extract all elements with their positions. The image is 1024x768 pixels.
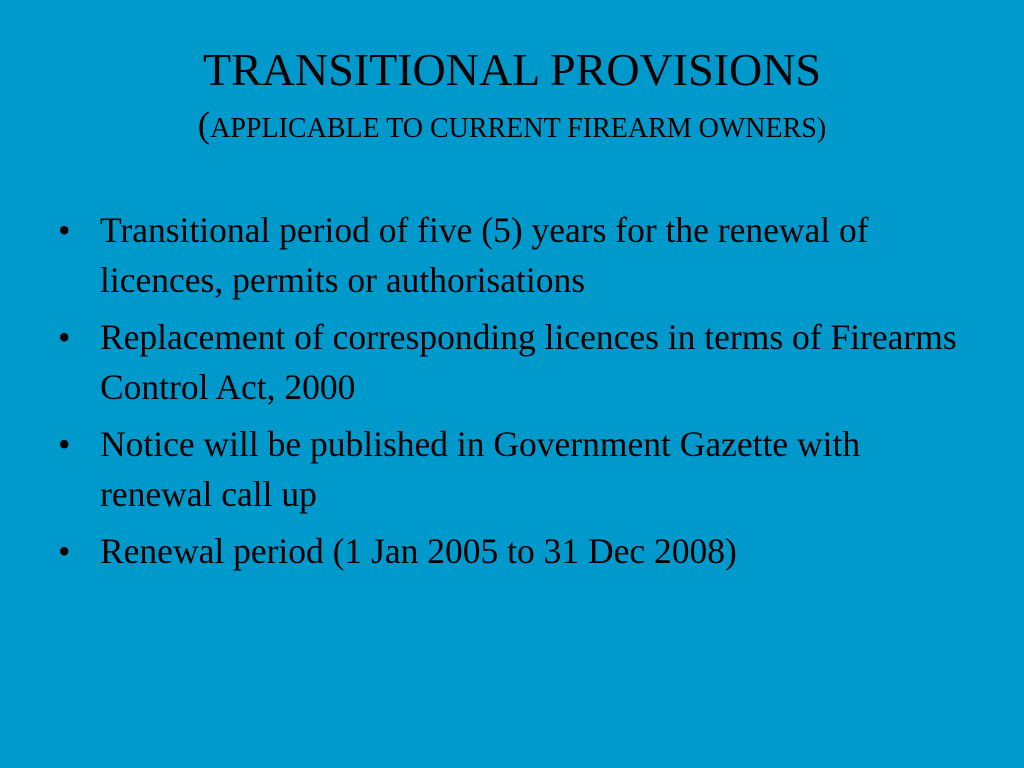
bullet-text: Transitional period of five (5) years for the renewal of licences, permits or authorisations <box>100 210 869 300</box>
bullet-text: Replacement of corresponding licences in terms of Firearms Control Act, 2000 <box>100 317 957 407</box>
bullet-item <box>58 526 978 576</box>
bullet-list <box>58 205 978 583</box>
bullet-dot-icon: • <box>58 424 71 464</box>
slide-subtitle <box>0 106 1024 149</box>
bullet-item <box>58 312 978 412</box>
slide-title: TRANSITIONAL PROVISIONS <box>202 44 822 95</box>
subtitle-close-paren: ) <box>816 113 827 144</box>
subtitle-text: APPLICABLE TO CURRENT FIREARM OWNERS <box>210 113 817 144</box>
bullet-item <box>58 205 978 305</box>
bullet-dot-icon: • <box>58 531 71 571</box>
bullet-text: Notice will be published in Government Gazette with renewal call up <box>100 424 861 514</box>
title-block <box>0 40 1024 149</box>
bullet-dot-icon: • <box>58 317 71 357</box>
subtitle-open-paren: ( <box>197 105 211 146</box>
bullet-text: Renewal period (1 Jan 2005 to 31 Dec 2008) <box>100 531 737 571</box>
bullet-item <box>58 419 978 519</box>
bullet-dot-icon: • <box>58 210 71 250</box>
